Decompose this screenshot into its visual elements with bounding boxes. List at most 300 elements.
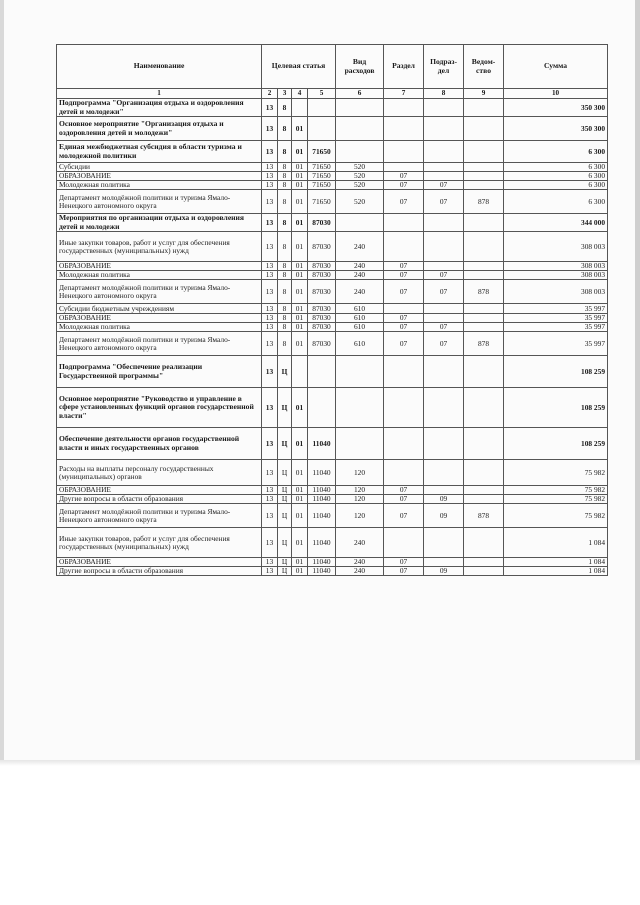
- target-article-program: 13: [262, 99, 278, 117]
- subsection-cell: 09: [424, 567, 464, 576]
- target-article-subprogram: 8: [278, 332, 292, 356]
- subsection-cell: [424, 314, 464, 323]
- table-row: [57, 304, 608, 314]
- expense-type-cell: 240: [336, 271, 384, 280]
- amount-cell: 108 259: [504, 388, 608, 428]
- department-cell: [464, 356, 504, 388]
- amount-cell: 1 084: [504, 558, 608, 567]
- target-article-program: 13: [262, 495, 278, 504]
- scan-edge-right: [635, 0, 640, 760]
- header-subsection: Подраз-дел: [424, 45, 464, 89]
- target-article-event: 01: [292, 280, 308, 304]
- target-article-program: 13: [262, 172, 278, 181]
- target-article-event: 01: [292, 141, 308, 163]
- subsection-cell: [424, 232, 464, 262]
- table-row: [57, 262, 608, 271]
- department-cell: 878: [464, 190, 504, 214]
- row-name: Молодежная политика: [57, 271, 262, 280]
- row-name: Департамент молодёжной политики и туризма Ямало-Ненецкого автономного округа: [57, 190, 262, 214]
- table-row: [57, 99, 608, 117]
- amount-cell: 308 003: [504, 280, 608, 304]
- department-cell: [464, 388, 504, 428]
- amount-cell: 35 997: [504, 332, 608, 356]
- column-number: 9: [464, 89, 504, 99]
- row-name: ОБРАЗОВАНИЕ: [57, 172, 262, 181]
- amount-cell: 1 084: [504, 528, 608, 558]
- expense-type-cell: [336, 356, 384, 388]
- target-article-event: 01: [292, 271, 308, 280]
- column-number: 8: [424, 89, 464, 99]
- section-cell: 07: [384, 332, 424, 356]
- amount-cell: 35 997: [504, 323, 608, 332]
- row-name: Другие вопросы в области образования: [57, 567, 262, 576]
- section-cell: 07: [384, 181, 424, 190]
- target-article-subprogram: 8: [278, 262, 292, 271]
- target-article-direction: 87030: [308, 214, 336, 232]
- row-name: ОБРАЗОВАНИЕ: [57, 314, 262, 323]
- target-article-direction: 71650: [308, 163, 336, 172]
- department-cell: 878: [464, 332, 504, 356]
- target-article-subprogram: 8: [278, 214, 292, 232]
- target-article-event: 01: [292, 163, 308, 172]
- row-name: Департамент молодёжной политики и туризма Ямало-Ненецкого автономного округа: [57, 504, 262, 528]
- subsection-cell: 07: [424, 271, 464, 280]
- subsection-cell: [424, 262, 464, 271]
- section-cell: [384, 232, 424, 262]
- column-number-row: [57, 89, 608, 99]
- subsection-cell: [424, 172, 464, 181]
- expense-type-cell: 520: [336, 181, 384, 190]
- target-article-event: 01: [292, 181, 308, 190]
- section-cell: 07: [384, 323, 424, 332]
- target-article-subprogram: Ц: [278, 528, 292, 558]
- expense-type-cell: [336, 141, 384, 163]
- section-cell: [384, 214, 424, 232]
- department-cell: [464, 323, 504, 332]
- target-article-subprogram: 8: [278, 271, 292, 280]
- header-department: Ведом-ство: [464, 45, 504, 89]
- section-cell: 07: [384, 280, 424, 304]
- target-article-direction: 87030: [308, 314, 336, 323]
- table-row: [57, 504, 608, 528]
- target-article-program: 13: [262, 428, 278, 460]
- target-article-event: 01: [292, 190, 308, 214]
- target-article-event: 01: [292, 214, 308, 232]
- subsection-cell: [424, 428, 464, 460]
- target-article-event: 01: [292, 172, 308, 181]
- subsection-cell: 07: [424, 181, 464, 190]
- subsection-cell: 07: [424, 190, 464, 214]
- subsection-cell: [424, 460, 464, 486]
- row-name: Подпрограмма "Организация отдыха и оздоровления детей и молодежи": [57, 99, 262, 117]
- table-row: [57, 280, 608, 304]
- target-article-program: 13: [262, 271, 278, 280]
- target-article-program: 13: [262, 504, 278, 528]
- target-article-program: 13: [262, 280, 278, 304]
- row-name: Иные закупки товаров, работ и услуг для обеспечения государственных (муниципальных) нужд: [57, 232, 262, 262]
- target-article-event: 01: [292, 428, 308, 460]
- amount-cell: 6 300: [504, 163, 608, 172]
- section-cell: 07: [384, 486, 424, 495]
- target-article-event: 01: [292, 504, 308, 528]
- header-expense-type: Вид расходов: [336, 45, 384, 89]
- table-row: [57, 528, 608, 558]
- row-name: Мероприятия по организации отдыха и оздоровления детей и молодежи: [57, 214, 262, 232]
- column-number: 4: [292, 89, 308, 99]
- department-cell: [464, 172, 504, 181]
- expense-type-cell: 520: [336, 172, 384, 181]
- target-article-direction: 11040: [308, 558, 336, 567]
- target-article-program: 13: [262, 356, 278, 388]
- section-cell: [384, 141, 424, 163]
- table-row: [57, 141, 608, 163]
- table-row: [57, 567, 608, 576]
- amount-cell: 6 300: [504, 190, 608, 214]
- amount-cell: 35 997: [504, 314, 608, 323]
- target-article-direction: 87030: [308, 304, 336, 314]
- expense-type-cell: [336, 99, 384, 117]
- department-cell: [464, 141, 504, 163]
- target-article-direction: [308, 388, 336, 428]
- department-cell: [464, 262, 504, 271]
- department-cell: [464, 232, 504, 262]
- section-cell: [384, 388, 424, 428]
- table-row: [57, 486, 608, 495]
- target-article-program: 13: [262, 388, 278, 428]
- target-article-subprogram: 8: [278, 232, 292, 262]
- target-article-direction: 87030: [308, 232, 336, 262]
- section-cell: 07: [384, 262, 424, 271]
- subsection-cell: 09: [424, 504, 464, 528]
- department-cell: [464, 99, 504, 117]
- target-article-direction: 87030: [308, 262, 336, 271]
- amount-cell: 350 300: [504, 117, 608, 141]
- department-cell: [464, 428, 504, 460]
- table-row: [57, 190, 608, 214]
- target-article-subprogram: 8: [278, 172, 292, 181]
- expense-type-cell: 240: [336, 528, 384, 558]
- header-name: Наименование: [57, 45, 262, 89]
- target-article-program: 13: [262, 181, 278, 190]
- target-article-subprogram: 8: [278, 181, 292, 190]
- target-article-direction: [308, 117, 336, 141]
- target-article-direction: 71650: [308, 172, 336, 181]
- target-article-direction: 11040: [308, 504, 336, 528]
- table-row: [57, 558, 608, 567]
- target-article-event: 01: [292, 314, 308, 323]
- row-name: Обеспечение деятельности органов государственной власти и иных государственных органов: [57, 428, 262, 460]
- subsection-cell: 09: [424, 495, 464, 504]
- target-article-event: 01: [292, 495, 308, 504]
- target-article-event: 01: [292, 332, 308, 356]
- amount-cell: 75 982: [504, 504, 608, 528]
- row-name: Расходы на выплаты персоналу государственных (муниципальных) органов: [57, 460, 262, 486]
- row-name: Субсидии: [57, 163, 262, 172]
- department-cell: [464, 117, 504, 141]
- department-cell: [464, 495, 504, 504]
- target-article-subprogram: Ц: [278, 495, 292, 504]
- target-article-event: 01: [292, 558, 308, 567]
- target-article-subprogram: 8: [278, 163, 292, 172]
- target-article-direction: 11040: [308, 428, 336, 460]
- target-article-subprogram: 8: [278, 190, 292, 214]
- section-cell: 07: [384, 495, 424, 504]
- subsection-cell: 07: [424, 332, 464, 356]
- department-cell: [464, 558, 504, 567]
- target-article-event: 01: [292, 567, 308, 576]
- target-article-event: 01: [292, 232, 308, 262]
- subsection-cell: [424, 214, 464, 232]
- expense-type-cell: 240: [336, 558, 384, 567]
- expense-type-cell: 610: [336, 314, 384, 323]
- amount-cell: 308 003: [504, 232, 608, 262]
- expense-type-cell: [336, 388, 384, 428]
- amount-cell: 308 003: [504, 271, 608, 280]
- section-cell: 07: [384, 567, 424, 576]
- table-row: [57, 232, 608, 262]
- department-cell: [464, 460, 504, 486]
- expense-type-cell: 240: [336, 262, 384, 271]
- target-article-direction: 11040: [308, 486, 336, 495]
- budget-table: [56, 44, 608, 576]
- expense-type-cell: 120: [336, 460, 384, 486]
- target-article-direction: 71650: [308, 190, 336, 214]
- scan-shadow-bottom: [0, 760, 640, 766]
- target-article-subprogram: 8: [278, 99, 292, 117]
- section-cell: [384, 460, 424, 486]
- table-row: [57, 323, 608, 332]
- expense-type-cell: 120: [336, 486, 384, 495]
- target-article-program: 13: [262, 558, 278, 567]
- column-number: 2: [262, 89, 278, 99]
- target-article-program: 13: [262, 486, 278, 495]
- expense-type-cell: 610: [336, 304, 384, 314]
- table-row: [57, 163, 608, 172]
- row-name: Молодежная политика: [57, 181, 262, 190]
- header-section: Раздел: [384, 45, 424, 89]
- subsection-cell: [424, 141, 464, 163]
- target-article-subprogram: Ц: [278, 460, 292, 486]
- section-cell: [384, 356, 424, 388]
- table-row: [57, 181, 608, 190]
- target-article-program: 13: [262, 528, 278, 558]
- table-row: [57, 388, 608, 428]
- target-article-direction: 11040: [308, 460, 336, 486]
- target-article-program: 13: [262, 232, 278, 262]
- subsection-cell: 07: [424, 323, 464, 332]
- target-article-event: 01: [292, 323, 308, 332]
- row-name: Департамент молодёжной политики и туризма Ямало-Ненецкого автономного округа: [57, 332, 262, 356]
- table-row: [57, 428, 608, 460]
- amount-cell: 75 982: [504, 495, 608, 504]
- section-cell: [384, 428, 424, 460]
- column-number: 1: [57, 89, 262, 99]
- scan-edge-left: [0, 0, 4, 760]
- section-cell: [384, 528, 424, 558]
- row-name: Другие вопросы в области образования: [57, 495, 262, 504]
- target-article-event: [292, 356, 308, 388]
- department-cell: 878: [464, 504, 504, 528]
- section-cell: [384, 99, 424, 117]
- header-target-article: Целевая статья: [262, 45, 336, 89]
- section-cell: 07: [384, 271, 424, 280]
- column-number: 10: [504, 89, 608, 99]
- section-cell: 07: [384, 190, 424, 214]
- target-article-program: 13: [262, 190, 278, 214]
- row-name: Подпрограмма "Обеспечение реализации Государственной программы": [57, 356, 262, 388]
- target-article-event: 01: [292, 117, 308, 141]
- section-cell: [384, 163, 424, 172]
- target-article-program: 13: [262, 460, 278, 486]
- amount-cell: 6 300: [504, 141, 608, 163]
- amount-cell: 108 259: [504, 428, 608, 460]
- subsection-cell: [424, 388, 464, 428]
- column-number: 5: [308, 89, 336, 99]
- subsection-cell: [424, 117, 464, 141]
- target-article-subprogram: Ц: [278, 567, 292, 576]
- expense-type-cell: 520: [336, 163, 384, 172]
- target-article-subprogram: 8: [278, 304, 292, 314]
- expense-type-cell: 120: [336, 504, 384, 528]
- amount-cell: 350 300: [504, 99, 608, 117]
- section-cell: 07: [384, 558, 424, 567]
- section-cell: 07: [384, 172, 424, 181]
- subsection-cell: [424, 163, 464, 172]
- department-cell: [464, 486, 504, 495]
- expense-type-cell: 520: [336, 190, 384, 214]
- table-row: [57, 314, 608, 323]
- target-article-subprogram: 8: [278, 117, 292, 141]
- department-cell: [464, 163, 504, 172]
- header-amount: Сумма: [504, 45, 608, 89]
- row-name: ОБРАЗОВАНИЕ: [57, 262, 262, 271]
- section-cell: 07: [384, 314, 424, 323]
- amount-cell: 308 003: [504, 262, 608, 271]
- target-article-program: 13: [262, 141, 278, 163]
- subsection-cell: [424, 356, 464, 388]
- target-article-event: 01: [292, 388, 308, 428]
- target-article-subprogram: Ц: [278, 558, 292, 567]
- target-article-event: 01: [292, 528, 308, 558]
- target-article-direction: 71650: [308, 181, 336, 190]
- section-cell: [384, 117, 424, 141]
- row-name: ОБРАЗОВАНИЕ: [57, 558, 262, 567]
- subsection-cell: [424, 304, 464, 314]
- department-cell: [464, 181, 504, 190]
- row-name: Единая межбюджетная субсидия в области туризма и молодежной политики: [57, 141, 262, 163]
- row-name: Основное мероприятие "Руководство и управление в сфере установленных функций органов государственной власти": [57, 388, 262, 428]
- expense-type-cell: 240: [336, 232, 384, 262]
- amount-cell: 344 000: [504, 214, 608, 232]
- section-cell: 07: [384, 504, 424, 528]
- row-name: Иные закупки товаров, работ и услуг для обеспечения государственных (муниципальных) нужд: [57, 528, 262, 558]
- target-article-direction: [308, 99, 336, 117]
- target-article-subprogram: 8: [278, 314, 292, 323]
- column-number: 7: [384, 89, 424, 99]
- target-article-direction: 11040: [308, 528, 336, 558]
- expense-type-cell: 610: [336, 323, 384, 332]
- table-row: [57, 460, 608, 486]
- amount-cell: 6 300: [504, 181, 608, 190]
- target-article-program: 13: [262, 323, 278, 332]
- target-article-event: 01: [292, 304, 308, 314]
- department-cell: 878: [464, 280, 504, 304]
- table-header-row: [57, 45, 608, 89]
- amount-cell: 108 259: [504, 356, 608, 388]
- subsection-cell: 07: [424, 280, 464, 304]
- target-article-program: 13: [262, 314, 278, 323]
- target-article-event: [292, 99, 308, 117]
- target-article-subprogram: 8: [278, 141, 292, 163]
- column-number: 6: [336, 89, 384, 99]
- column-number: 3: [278, 89, 292, 99]
- table-row: [57, 332, 608, 356]
- department-cell: [464, 304, 504, 314]
- target-article-direction: 11040: [308, 495, 336, 504]
- table-row: [57, 271, 608, 280]
- expense-type-cell: [336, 428, 384, 460]
- target-article-program: 13: [262, 262, 278, 271]
- target-article-subprogram: 8: [278, 280, 292, 304]
- target-article-subprogram: Ц: [278, 356, 292, 388]
- target-article-subprogram: Ц: [278, 504, 292, 528]
- subsection-cell: [424, 558, 464, 567]
- target-article-direction: [308, 356, 336, 388]
- target-article-program: 13: [262, 567, 278, 576]
- subsection-cell: [424, 528, 464, 558]
- department-cell: [464, 214, 504, 232]
- target-article-direction: 87030: [308, 323, 336, 332]
- amount-cell: 1 084: [504, 567, 608, 576]
- target-article-subprogram: Ц: [278, 388, 292, 428]
- expense-type-cell: 240: [336, 280, 384, 304]
- table-body: [57, 99, 608, 576]
- expense-type-cell: [336, 214, 384, 232]
- department-cell: [464, 314, 504, 323]
- target-article-event: 01: [292, 460, 308, 486]
- department-cell: [464, 271, 504, 280]
- target-article-program: 13: [262, 117, 278, 141]
- table-row: [57, 495, 608, 504]
- row-name: Субсидии бюджетным учреждениям: [57, 304, 262, 314]
- department-cell: [464, 528, 504, 558]
- target-article-direction: 11040: [308, 567, 336, 576]
- target-article-subprogram: 8: [278, 323, 292, 332]
- table-row: [57, 356, 608, 388]
- target-article-direction: 87030: [308, 280, 336, 304]
- target-article-direction: 87030: [308, 271, 336, 280]
- target-article-event: 01: [292, 486, 308, 495]
- expense-type-cell: [336, 117, 384, 141]
- row-name: Основное мероприятие "Организация отдыха и оздоровления детей и молодежи": [57, 117, 262, 141]
- target-article-program: 13: [262, 163, 278, 172]
- expense-type-cell: 610: [336, 332, 384, 356]
- table-row: [57, 117, 608, 141]
- target-article-event: 01: [292, 262, 308, 271]
- target-article-direction: 71650: [308, 141, 336, 163]
- target-article-subprogram: Ц: [278, 428, 292, 460]
- department-cell: [464, 567, 504, 576]
- section-cell: [384, 304, 424, 314]
- target-article-program: 13: [262, 304, 278, 314]
- row-name: Департамент молодёжной политики и туризма Ямало-Ненецкого автономного округа: [57, 280, 262, 304]
- target-article-program: 13: [262, 332, 278, 356]
- table-row: [57, 214, 608, 232]
- table-row: [57, 172, 608, 181]
- expense-type-cell: 120: [336, 495, 384, 504]
- subsection-cell: [424, 486, 464, 495]
- target-article-direction: 87030: [308, 332, 336, 356]
